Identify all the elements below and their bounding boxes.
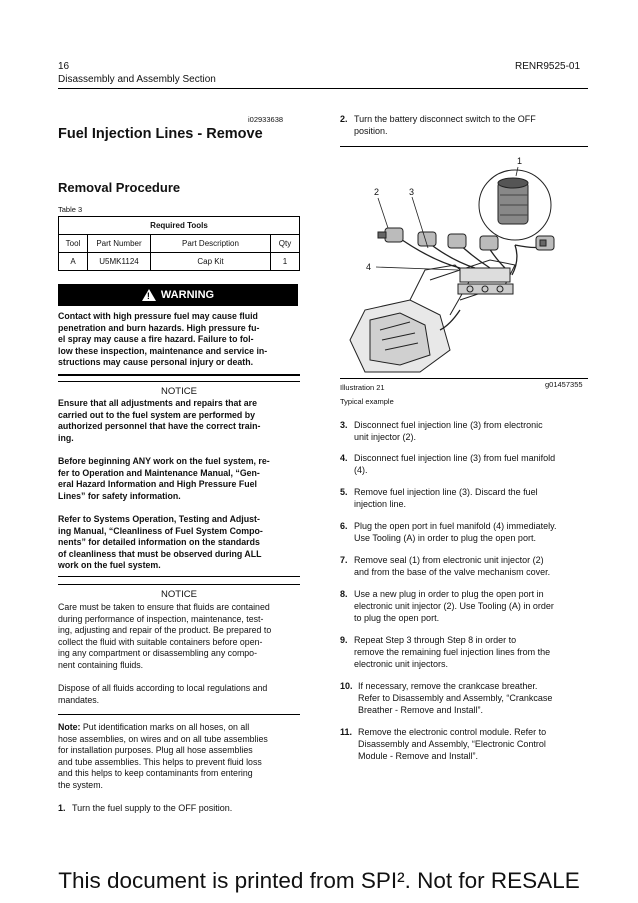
callout-2: 2 (374, 187, 380, 197)
notice-paragraph: Refer to Systems Operation, Testing and Adjust- ing Manual, “Cleanliness of Fuel System Compo- nents” for detailed information on the standards of cleanliness that must be observed during ALL work on the fuel system. (58, 514, 263, 571)
fuel-system-illustration (340, 150, 588, 375)
table-cell: U5MK1124 (88, 253, 151, 271)
table-cell: Cap Kit (151, 253, 271, 271)
notice-paragraph: Dispose of all fluids according to local regulations and mandates. (58, 683, 268, 705)
table-label: Table 3 (58, 205, 83, 214)
table-caption: Required Tools (59, 217, 300, 235)
callout-3: 3 (409, 187, 415, 197)
note-paragraph: Note: Put identification marks on all hoses, on all hose assemblies, on wires and on all tube assemblies for installation purposes. Plug all hose assemblies and tube assemblies. This helps to prevent fluid loss and this helps to keep contaminants from entering the system. (58, 722, 268, 790)
table-header: Part Number (88, 235, 151, 253)
warning-label: WARNING (160, 289, 215, 301)
table-header: Tool (59, 235, 88, 253)
notice-rule (58, 584, 300, 585)
notice-rule (58, 381, 300, 382)
notice-paragraph: Care must be taken to ensure that fluids are contained during performance of inspection, maintenance, test- ing, adjusting and repair of the product. Be prepared to collect the fluid with suitable containers before open- ing any compartment or disassembling any compo- nent containing fluids. (58, 602, 272, 670)
illustration-bottom-rule (340, 378, 588, 379)
subtitle: Removal Procedure (58, 180, 181, 195)
page-title: Fuel Injection Lines - Remove (58, 126, 263, 142)
required-tools-table (58, 216, 300, 271)
illustration-label: Illustration 21 (340, 383, 385, 392)
callout-4: 4 (366, 262, 372, 272)
header-rule (58, 88, 588, 89)
warning-text: Contact with high pressure fuel may cause fluid penetration and burn hazards. High pressure fu- el spray may cause a fire hazard. Failure to fol- low these inspection, maintenance and service in- structions may cause personal injury or death. (58, 311, 268, 368)
warning-triangle-icon: ! (142, 289, 156, 301)
table-cell: 1 (271, 253, 300, 271)
table-cell: A (59, 253, 88, 271)
note-label: Note: (58, 722, 81, 732)
notice-paragraph: Before beginning ANY work on the fuel system, re- fer to Operation and Maintenance Manual, “Gen- eral Hazard Information and High Pressure Fuel Lines” for safety information. (58, 456, 270, 501)
illustration-id: g01457355 (545, 380, 583, 389)
page-number: 16 (58, 61, 70, 72)
table-header: Qty (271, 235, 300, 253)
notice-rule (58, 576, 300, 577)
illustration-top-rule (340, 146, 588, 147)
table-header: Part Description (151, 235, 271, 253)
resale-footer: This document is printed from SPI². Not for RESALE (58, 868, 580, 893)
notice-paragraph: Ensure that all adjustments and repairs that are carried out to the fuel system are performed by authorized personnel that have the correct train- ing. (58, 398, 261, 443)
table-row (59, 253, 300, 271)
notice-heading: NOTICE (161, 589, 197, 600)
ref-id: i02933638 (248, 115, 284, 124)
section-title: Disassembly and Assembly Section (58, 74, 216, 85)
callout-1: 1 (517, 156, 523, 166)
warning-rule (58, 374, 300, 376)
doc-id: RENR9525-01 (515, 61, 581, 72)
warning-banner (58, 284, 298, 306)
illustration-caption: Typical example (340, 397, 394, 406)
notice-rule (58, 714, 300, 715)
notice-heading: NOTICE (161, 386, 197, 397)
